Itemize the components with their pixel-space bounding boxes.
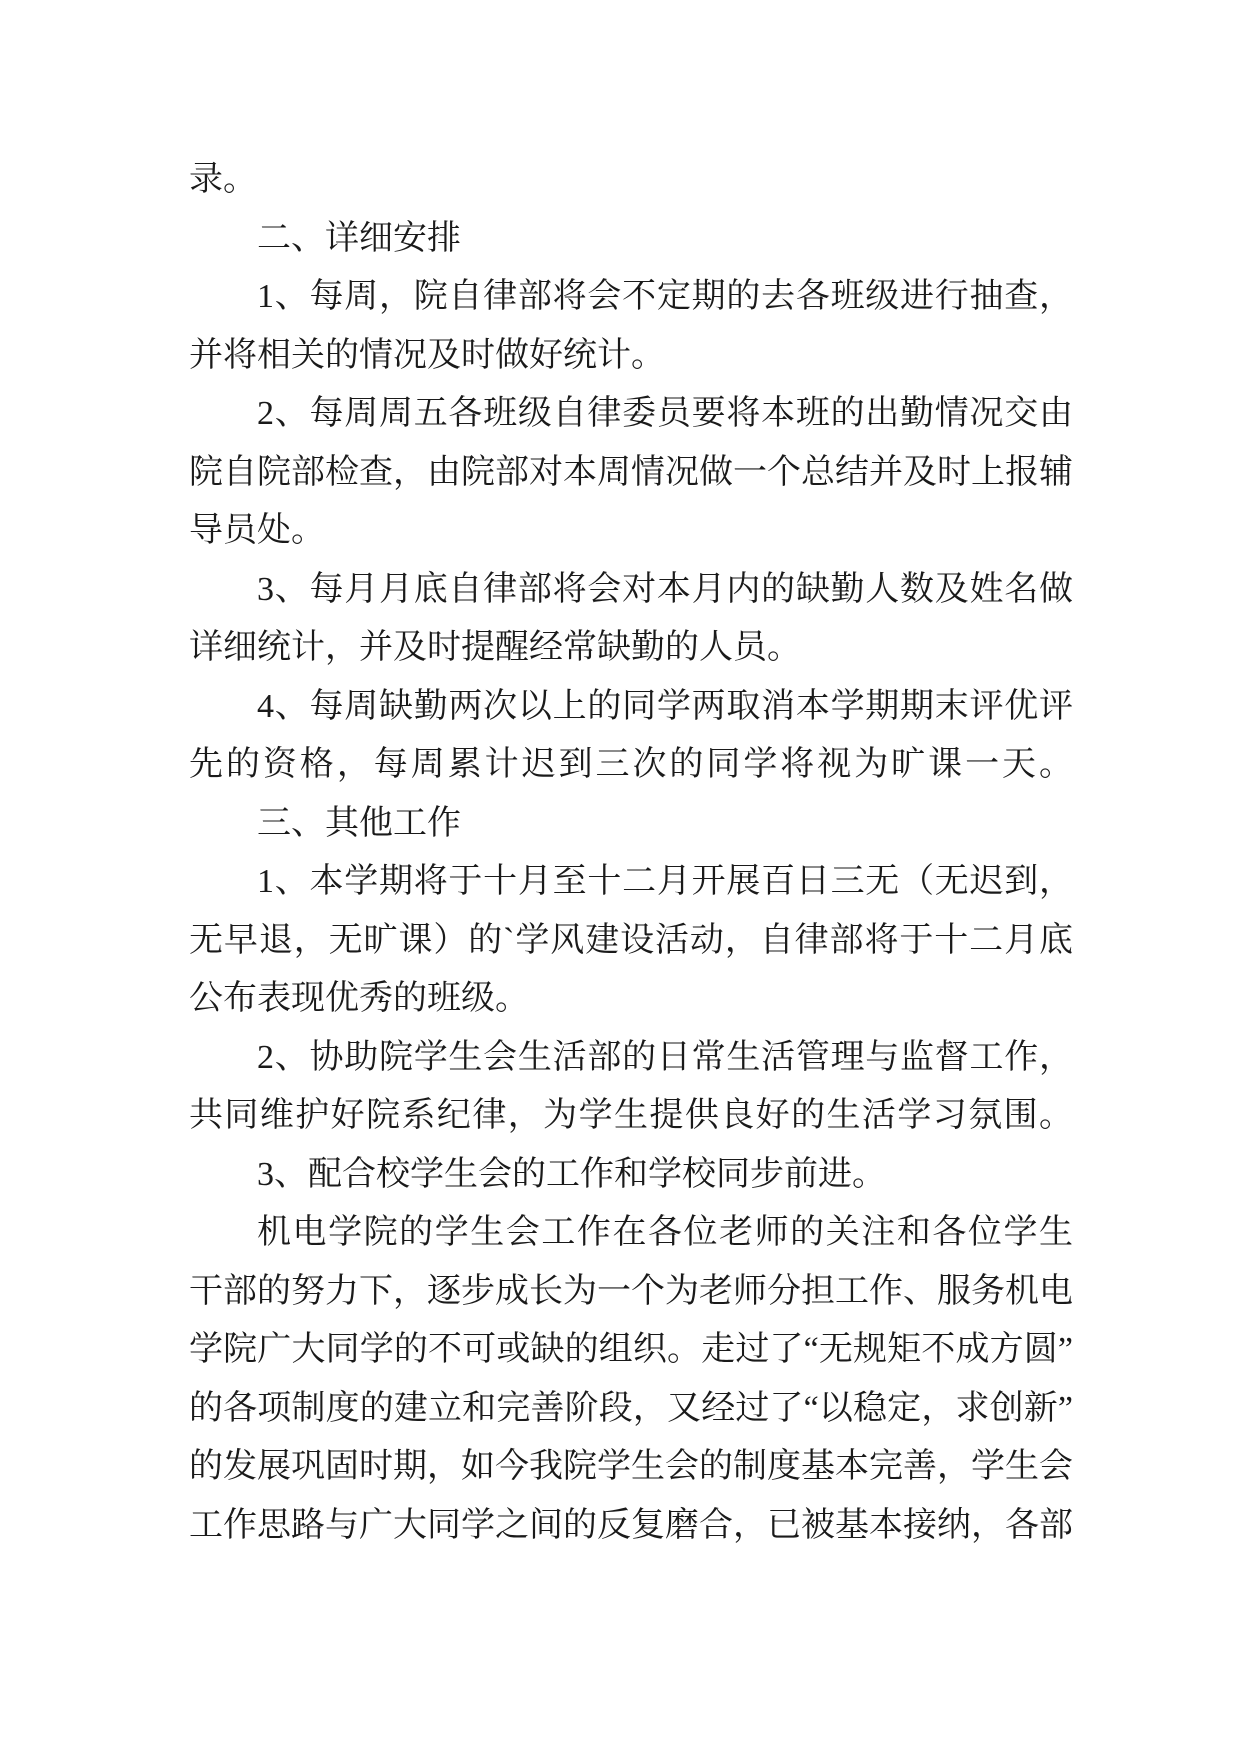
text-line: 共同维护好院系纪律，为学生提供良好的生活学习氛围。 [189,1097,1073,1134]
text-line: 1、每周，院自律部将会不定期的去各班级进行抽查， [257,278,1073,315]
text-line: 的各项制度的建立和完善阶段，又经过了“以稳定，求创新” [189,1389,1073,1427]
text-line: 2、每周周五各班级自律委员要将本班的出勤情况交由 [257,395,1073,432]
section-heading: 三、其他工作 [257,804,461,842]
section-heading: 二、详细安排 [257,219,461,257]
text-line: 机电学院的学生会工作在各位老师的关注和各位学生 [257,1214,1073,1251]
text-line: 并将相关的情况及时做好统计。 [189,336,665,374]
text-line: 院自院部检查，由院部对本周情况做一个总结并及时上报辅 [189,453,1073,491]
text-line: 无早退，无旷课）的`学风建设活动，自律部将于十二月底 [189,921,1073,959]
text-line: 的发展巩固时期，如今我院学生会的制度基本完善，学生会 [189,1448,1073,1485]
text-line: 学院广大同学的不可或缺的组织。走过了“无规矩不成方圆” [189,1331,1073,1368]
text-line: 4、每周缺勤两次以上的同学两取消本学期期末评优评 [257,687,1073,725]
text-line: 导员处。 [189,512,325,549]
text-line: 工作思路与广大同学之间的反复磨合，已被基本接纳，各部 [189,1506,1073,1544]
text-line: 1、本学期将于十月至十二月开展百日三无（无迟到， [257,863,1073,900]
text-line: 干部的努力下，逐步成长为一个为老师分担工作、服务机电 [189,1272,1073,1310]
text-line: 2、协助院学生会生活部的日常生活管理与监督工作， [257,1038,1073,1076]
text-line: 公布表现优秀的班级。 [189,980,529,1017]
text-line: 3、配合校学生会的工作和学校同步前进。 [257,1155,886,1193]
text-line: 录。 [189,161,257,198]
text-line: 先的资格，每周累计迟到三次的同学将视为旷课一天。 [189,746,1073,783]
text-line: 详细统计，并及时提醒经常缺勤的人员。 [189,629,801,666]
text-line: 3、每月月底自律部将会对本月内的缺勤人数及姓名做 [257,570,1073,608]
